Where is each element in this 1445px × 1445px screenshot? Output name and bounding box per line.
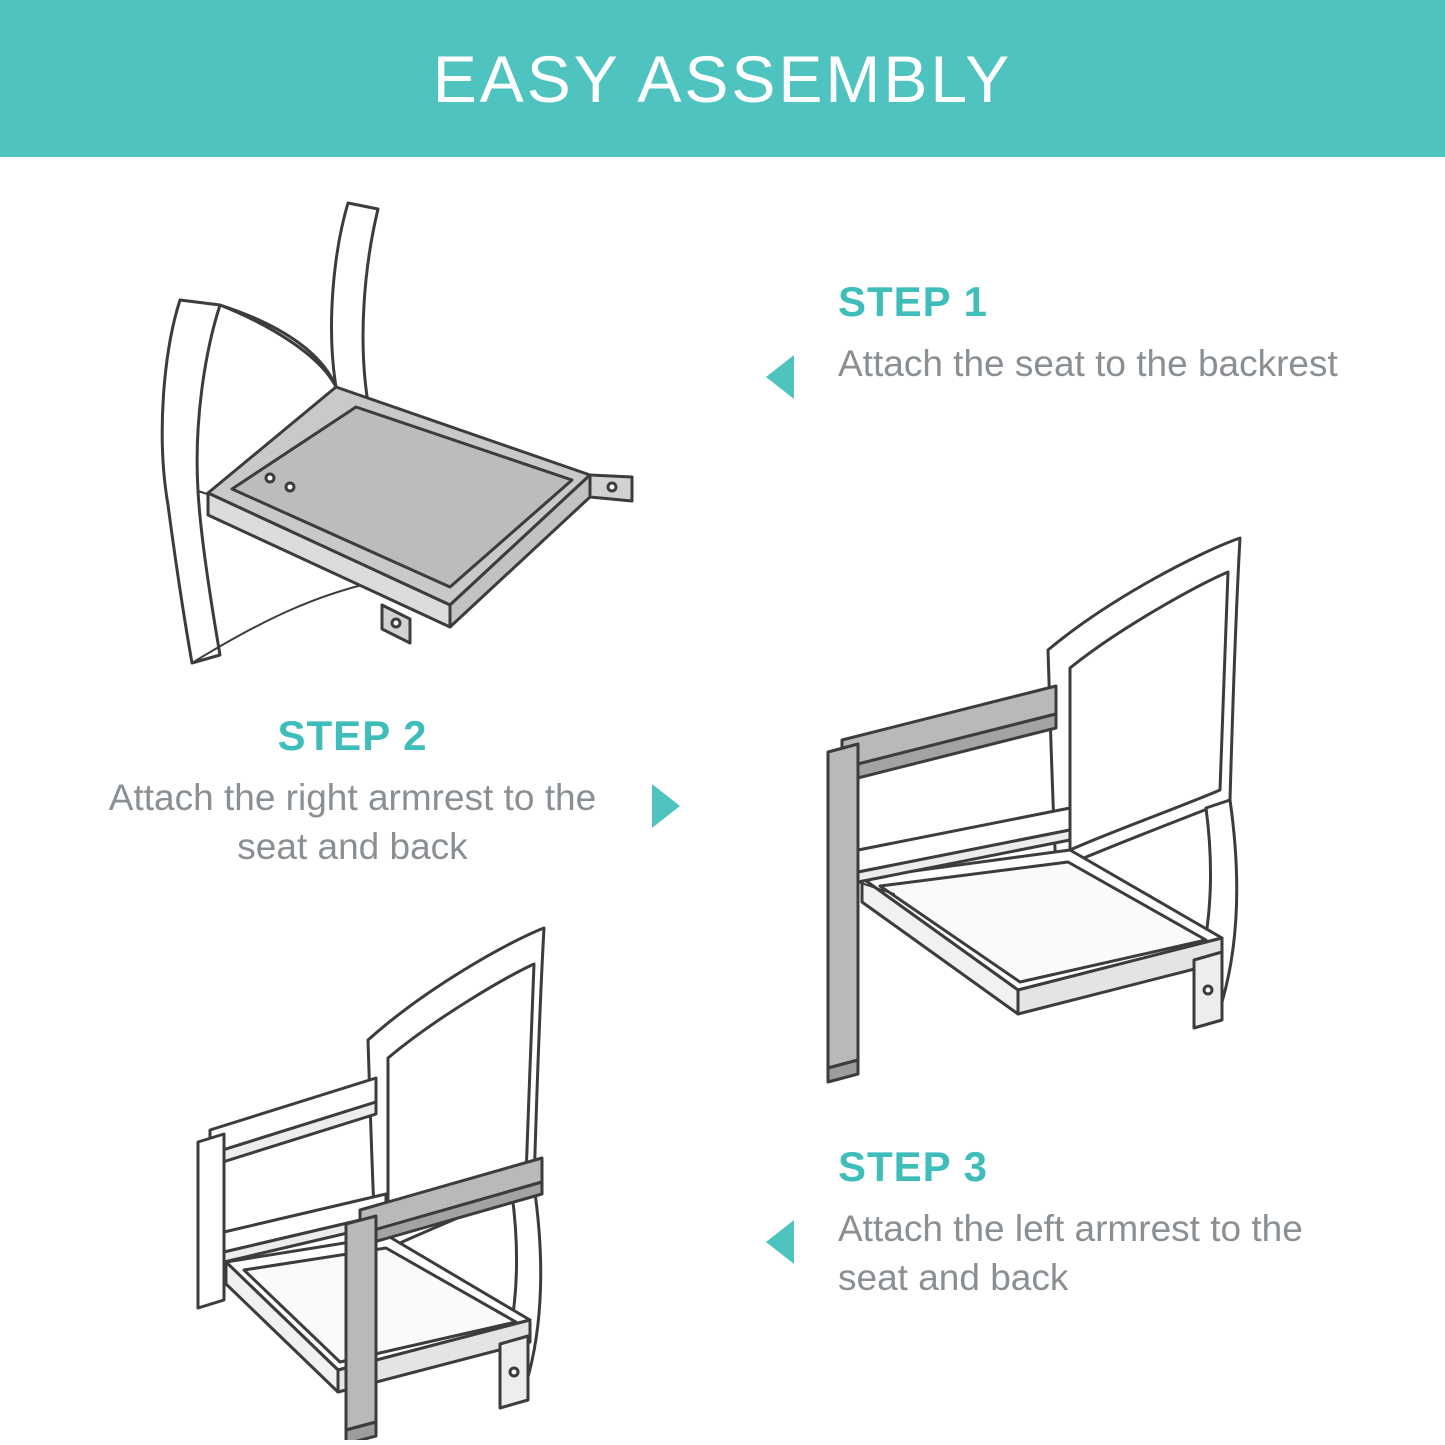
triangle-left-icon: [766, 355, 794, 399]
triangle-left-icon: [766, 1220, 794, 1264]
step-1-heading: STEP 1: [838, 278, 988, 325]
header-banner: [0, 0, 1445, 157]
step-3-heading: STEP 3: [838, 1143, 988, 1190]
illustration-step-2: [770, 490, 1410, 1110]
illustration-step-1: [120, 175, 760, 695]
step-2-body: Attach the right armrest to the seat and back: [108, 777, 597, 867]
step-3-body: Attach the left armrest to the seat and back: [838, 1208, 1303, 1298]
step-2-heading: STEP 2: [277, 712, 428, 759]
triangle-right-icon: [652, 784, 680, 828]
step-3-text-block: [838, 1143, 1358, 1303]
step-1-text-block: [838, 278, 1358, 389]
step-1-body: Attach the seat to the backrest: [838, 343, 1338, 384]
step-2-text-block: [80, 712, 625, 872]
page-title: EASY ASSEMBLY: [432, 41, 1013, 116]
illustration-step-3: [190, 880, 830, 1440]
